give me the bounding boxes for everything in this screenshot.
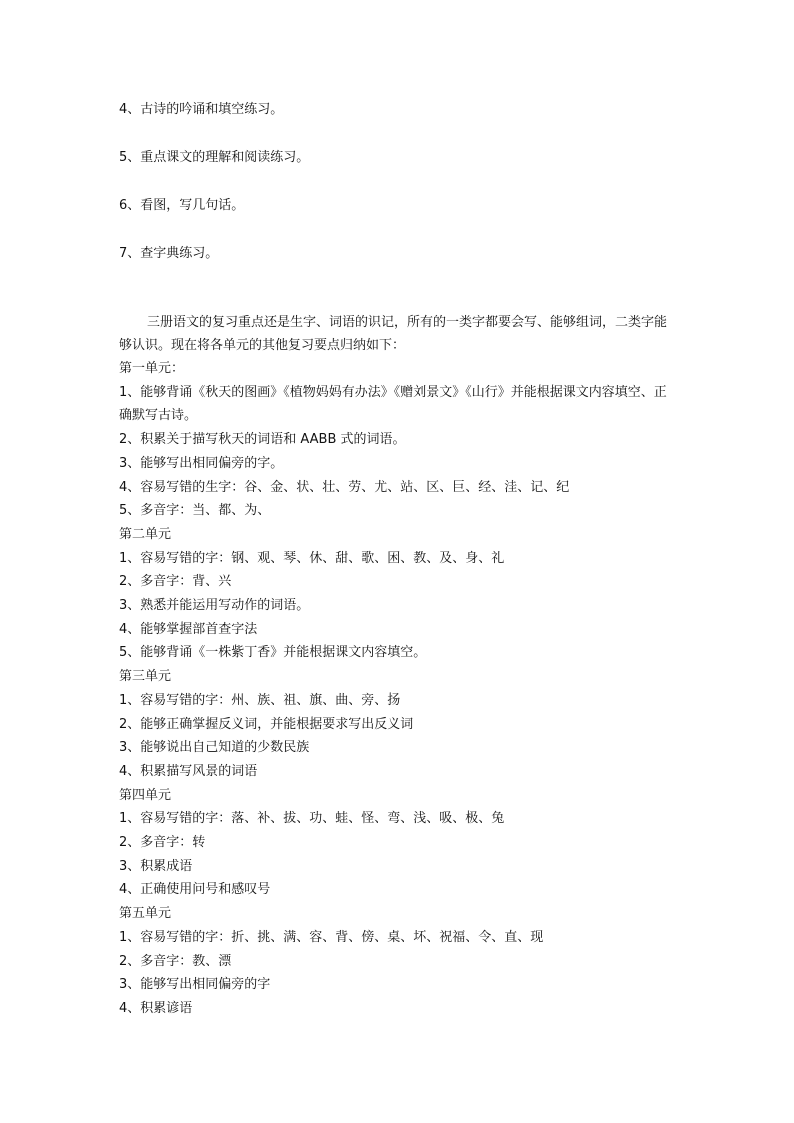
unit-5-item-4: 4、积累谚语 bbox=[119, 1000, 193, 1016]
unit-2-item-4: 4、能够掌握部首查字法 bbox=[119, 621, 258, 637]
unit-1-item-3: 3、能够写出相同偏旁的字。 bbox=[119, 455, 284, 471]
unit-4-item-2: 2、多音字：转 bbox=[119, 835, 206, 851]
unit-5-title: 第五单元 bbox=[119, 906, 172, 922]
unit-3-item-4: 4、积累描写风景的词语 bbox=[119, 763, 258, 779]
review-item-7: 7、查字典练习。 bbox=[119, 246, 219, 261]
unit-2-item-2: 2、多音字：背、兴 bbox=[119, 574, 232, 590]
unit-4-title: 第四单元 bbox=[119, 787, 172, 803]
unit-2-item-3: 3、熟悉并能运用写动作的词语。 bbox=[119, 598, 310, 614]
unit-1-item-1: 1、能够背诵《秋天的图画》《植物妈妈有办法》《赠刘景文》《山行》并能根据课文内容填空、正确默写古诗。 bbox=[119, 384, 667, 424]
unit-5-item-2: 2、多音字：教、漂 bbox=[119, 953, 232, 969]
review-summary bbox=[119, 311, 679, 1021]
unit-3-item-1: 1、容易写错的字：州、族、祖、旗、曲、旁、扬 bbox=[119, 692, 401, 708]
unit-5-item-3: 3、能够写出相同偏旁的字 bbox=[119, 977, 271, 993]
unit-1-title: 第一单元： bbox=[119, 361, 185, 376]
unit-2-item-1: 1、容易写错的字：钢、观、琴、休、甜、歌、困、教、及、身、礼 bbox=[119, 550, 505, 566]
unit-5-item-1: 1、容易写错的字：折、挑、满、容、背、傍、桌、坏、祝福、令、直、现 bbox=[119, 929, 544, 945]
unit-1-item-5: 5、多音字：当、都、为、 bbox=[119, 503, 271, 519]
review-item-6: 6、看图，写几句话。 bbox=[119, 198, 245, 213]
unit-4-item-3: 3、积累成语 bbox=[119, 858, 193, 874]
review-item-5: 5、重点课文的理解和阅读练习。 bbox=[119, 150, 310, 165]
unit-3-item-3: 3、能够说出自己知道的少数民族 bbox=[119, 740, 310, 756]
unit-4-item-1: 1、容易写错的字：落、补、拔、功、蛙、怪、弯、浅、吸、极、兔 bbox=[119, 811, 505, 827]
unit-2-title: 第二单元 bbox=[119, 526, 172, 542]
unit-1-item-4: 4、容易写错的生字：谷、金、状、壮、劳、尤、站、区、巨、经、洼、记、纪 bbox=[119, 479, 570, 495]
intro-paragraph: 三册语文的复习重点还是生字、词语的识记，所有的一类字都要会写、能够组词，二类字能够认识。现在将各单元的其他复习要点归纳如下： bbox=[119, 315, 668, 353]
unit-4-item-4: 4、正确使用问号和感叹号 bbox=[119, 882, 271, 898]
unit-2-item-5: 5、能够背诵《一株紫丁香》并能根据课文内容填空。 bbox=[119, 645, 427, 661]
unit-1-item-2: 2、积累关于描写秋天的词语和 AABB 式的词语。 bbox=[119, 432, 406, 448]
review-item-4: 4、古诗的吟诵和填空练习。 bbox=[119, 102, 284, 117]
unit-3-item-2: 2、能够正确掌握反义词，并能根据要求写出反义词 bbox=[119, 716, 414, 732]
unit-3-title: 第三单元 bbox=[119, 669, 172, 685]
